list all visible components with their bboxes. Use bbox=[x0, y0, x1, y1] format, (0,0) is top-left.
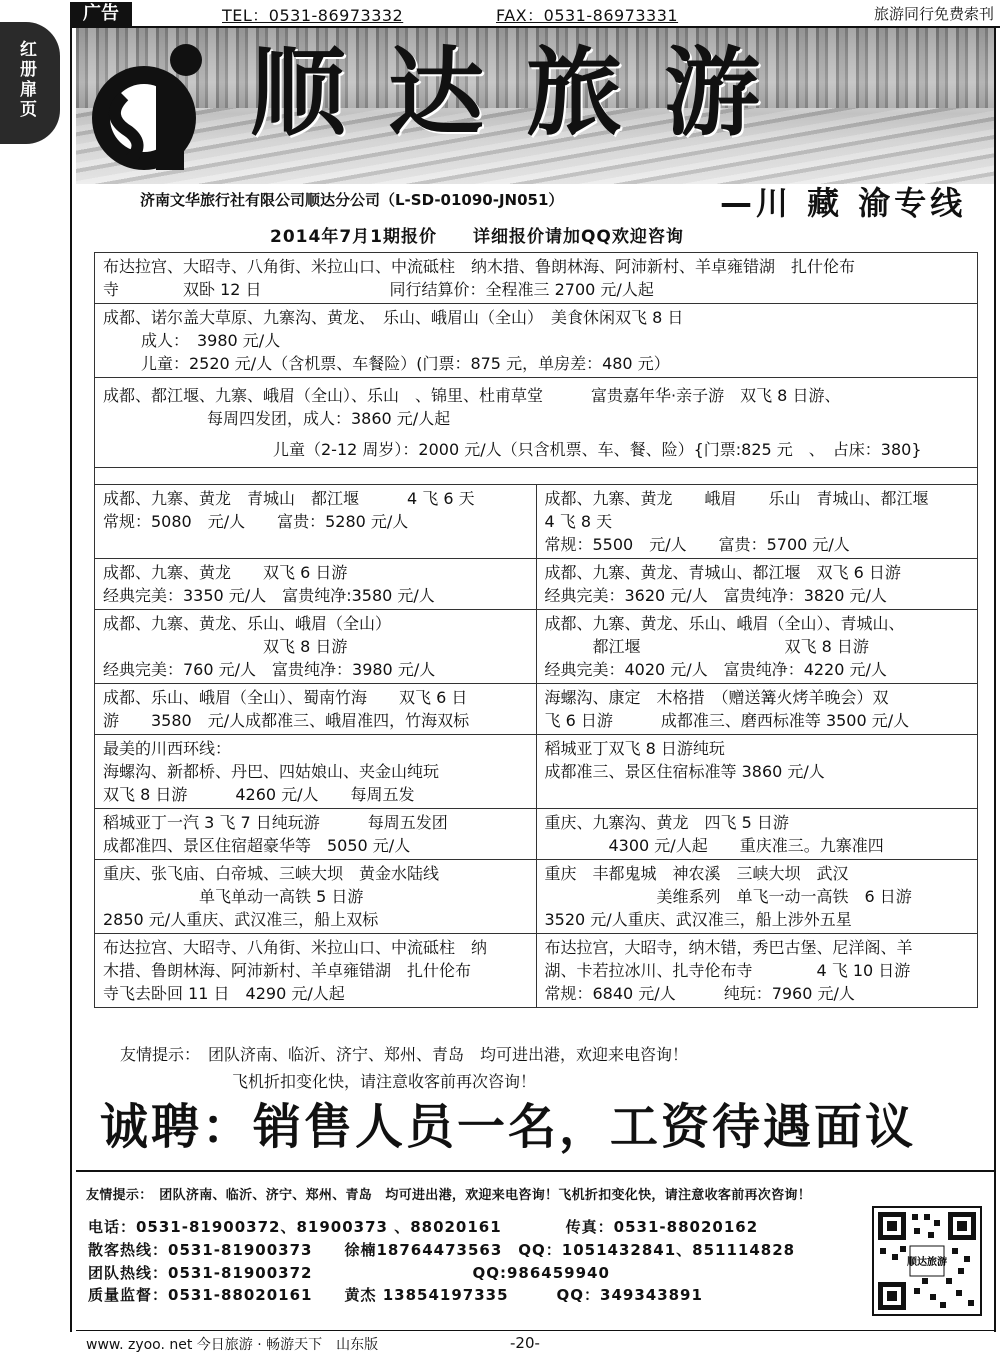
header-index: 旅游同行免费索刊 bbox=[873, 5, 994, 23]
table-cell bbox=[536, 735, 978, 809]
table-cell bbox=[95, 809, 537, 860]
tour-line: 成都、九寨、黄龙、乐山、峨眉（全山） bbox=[103, 614, 392, 633]
tour-line: 双飞 8 日游 bbox=[103, 637, 348, 656]
friendly-tip: 友情提示： 团队济南、临沂、济宁、郑州、青岛 均可进出港，欢迎来电咨询！ bbox=[120, 1045, 689, 1064]
table-cell bbox=[95, 610, 537, 684]
tour-line: 海螺沟、康定 木格措 （赠送篝火烤羊晚会）双 bbox=[544, 688, 889, 707]
table-cell bbox=[95, 485, 537, 559]
header-tel: TEL：0531-86973332 bbox=[222, 6, 404, 25]
tour-line: 最美的川西环线： bbox=[103, 739, 232, 758]
bold-tip: 友情提示： 团队济南、临沂、济宁、郑州、青岛 均可进出港，欢迎来电咨询！飞机折扣变化快，请注意收客前再次咨询！ bbox=[86, 1188, 812, 1203]
tour-line: 重庆、九寨沟、黄龙 四飞 5 日游 bbox=[544, 813, 789, 832]
company-logo bbox=[86, 36, 216, 176]
table-row bbox=[95, 809, 978, 860]
tour-line: 布达拉宫、大昭寺、八角街、米拉山口、中流砥柱 纳 bbox=[103, 938, 488, 957]
table-row bbox=[95, 468, 978, 485]
tour-line: 成都准四、景区住宿超豪华等 5050 元/人 bbox=[103, 836, 411, 855]
table-cell bbox=[95, 304, 978, 378]
ad-tag: 广告 bbox=[70, 2, 132, 26]
table-cell bbox=[536, 559, 978, 610]
tour-line: 儿童（2-12 周岁）：2000 元/人（只含机票、车、餐、险）{门票:825 元 、 占床：380} bbox=[193, 440, 922, 459]
table-row bbox=[95, 860, 978, 934]
discount-tip: 飞机折扣变化快，请注意收客前再次咨询！ bbox=[232, 1072, 537, 1091]
tour-line: 常规：5500 元/人 富贵：5700 元/人 bbox=[544, 535, 850, 554]
table-cell bbox=[95, 684, 537, 735]
tour-line: 布达拉宫、大昭寺、八角街、米拉山口、中流砥柱 纳木措、鲁朗林海、阿沛新村、羊卓雍错湖 扎什伦布 bbox=[103, 257, 856, 276]
route-slogan: —川 藏 渝专线 bbox=[720, 184, 967, 222]
table-cell bbox=[95, 253, 978, 304]
tour-line: 稻城亚丁一汽 3 飞 7 日纯玩游 每周五发团 bbox=[103, 813, 448, 832]
footer-divider bbox=[76, 1330, 994, 1331]
tour-line: 4300 元/人起 重庆准三。九寨准四 bbox=[544, 836, 884, 855]
side-tab bbox=[0, 22, 60, 144]
table-row bbox=[95, 253, 978, 304]
tour-line: 寺飞去卧回 11 日 4290 元/人起 bbox=[103, 984, 345, 1003]
tour-line: 2850 元/人重庆、武汉准三，船上双标 bbox=[103, 910, 379, 929]
table-row bbox=[95, 735, 978, 809]
table-row bbox=[95, 684, 978, 735]
tour-line: 成都、诺尔盖大草原、九寨沟、黄龙、 乐山、峨眉山（全山） 美食休闲双飞 8 日 bbox=[103, 308, 684, 327]
tour-line: 双飞 8 日游 4260 元/人 每周五发 bbox=[103, 785, 415, 804]
table-cell bbox=[536, 684, 978, 735]
tour-line: 飞 6 日游 成都准三、磨西标准等 3500 元/人 bbox=[544, 711, 910, 730]
contact-retail: 散客热线：0531-81900373 徐楠18764473563 QQ：1051432841、851114828 bbox=[88, 1241, 796, 1259]
tour-line: 都江堰 双飞 8 日游 bbox=[544, 637, 869, 656]
tour-line: 常规：5080 元/人 富贵：5280 元/人 bbox=[103, 512, 409, 531]
tour-line: 3520 元/人重庆、武汉准三，船上涉外五星 bbox=[544, 910, 852, 929]
table-row bbox=[95, 485, 978, 559]
contact-phone: 电话：0531-81900372、81900373 、88020161 传真：0531-88020162 bbox=[88, 1218, 759, 1236]
tour-line: 成都、都江堰、九寨、峨眉（全山）、乐山 、锦里、杜甫草堂 富贵嘉年华·亲子游 双飞 8 日游、 bbox=[103, 386, 841, 405]
logo-i-dot bbox=[170, 44, 202, 76]
tour-line bbox=[103, 430, 969, 438]
table-cell bbox=[95, 559, 537, 610]
table-cell bbox=[536, 934, 978, 1008]
table-cell bbox=[536, 485, 978, 559]
tour-line: 成都、乐山、峨眉（全山）、蜀南竹海 双飞 6 日 bbox=[103, 688, 468, 707]
tour-line: 成都准三、景区住宿标准等 3860 元/人 bbox=[544, 762, 825, 781]
tour-line: 湖、卡若拉冰川、扎寺伦布寺 4 飞 10 日游 bbox=[544, 961, 911, 980]
recruitment-banner: 诚聘：销售人员一名，工资待遇面议 bbox=[100, 1099, 917, 1155]
brand-title: 顺达旅游 bbox=[250, 36, 802, 149]
side-tab-label: 红册扉页 bbox=[20, 40, 37, 120]
tour-line: 重庆 丰都鬼城 神农溪 三峡大坝 武汉 bbox=[544, 864, 849, 883]
tour-line: 经典完美：3620 元/人 富贵纯净：3820 元/人 bbox=[544, 586, 887, 605]
tour-line: 成都、九寨、黄龙 峨眉 乐山 青城山、都江堰 bbox=[544, 489, 929, 508]
tour-line: 寺 双卧 12 日 同行结算价：全程准三 2700 元/人起 bbox=[103, 280, 654, 299]
tour-line: 经典完美：760 元/人 富贵纯净：3980 元/人 bbox=[103, 660, 436, 679]
tour-line: 经典完美：3350 元/人 富贵纯净:3580 元/人 bbox=[103, 586, 435, 605]
table-cell bbox=[536, 809, 978, 860]
tour-line: 木措、鲁朗林海、阿沛新村、羊卓雍错湖 扎什伦布 bbox=[103, 961, 472, 980]
table-row bbox=[95, 378, 978, 468]
contact-quality: 质量监督：0531-88020161 黄杰 13854197335 QQ：349343891 bbox=[88, 1286, 703, 1304]
tour-line: 美维系列 单飞一动一高铁 6 日游 bbox=[544, 887, 912, 906]
table-row bbox=[95, 304, 978, 378]
table-cell bbox=[536, 610, 978, 684]
tour-line: 稻城亚丁双飞 8 日游纯玩 bbox=[544, 739, 725, 758]
table-cell bbox=[95, 860, 537, 934]
price-period: 2014年7月1期报价 详细报价请加QQ欢迎咨询 bbox=[270, 227, 684, 247]
tour-line: 重庆、张飞庙、白帝城、三峡大坝 黄金水陆线 bbox=[103, 864, 440, 883]
tour-line: 每周四发团，成人：3860 元/人起 bbox=[159, 409, 451, 428]
table-cell bbox=[95, 934, 537, 1008]
page-number: -20- bbox=[510, 1334, 540, 1352]
price-table bbox=[94, 252, 978, 1008]
table-row bbox=[95, 934, 978, 1008]
table-row bbox=[95, 610, 978, 684]
divider bbox=[76, 1170, 994, 1172]
tour-line: 布达拉宫，大昭寺，纳木错，秀巴古堡、尼洋阁、羊 bbox=[544, 938, 913, 957]
tour-line: 成人： 3980 元/人 bbox=[125, 331, 281, 350]
tour-line: 4 飞 8 天 bbox=[544, 512, 613, 531]
table-cell bbox=[95, 735, 537, 809]
tour-line: 成都、九寨、黄龙、乐山、峨眉（全山）、青城山、 bbox=[544, 614, 905, 633]
qr-code[interactable] bbox=[872, 1206, 982, 1316]
table-row bbox=[95, 559, 978, 610]
tour-line: 成都、九寨、黄龙 双飞 6 日游 bbox=[103, 563, 348, 582]
table-cell bbox=[95, 378, 978, 468]
qr-logo-text: 顺达旅游 bbox=[907, 1257, 947, 1268]
header-fax: FAX：0531-86973331 bbox=[496, 6, 679, 25]
company-name: 济南文华旅行社有限公司顺达分公司（L-SD-01090-JN051） bbox=[140, 191, 564, 209]
tour-line: 游 3580 元/人成都准三、峨眉准四，竹海双标 bbox=[103, 711, 470, 730]
tour-line: 常规：6840 元/人 纯玩：7960 元/人 bbox=[544, 984, 855, 1003]
table-cell bbox=[536, 860, 978, 934]
tour-line: 单飞单动一高铁 5 日游 bbox=[103, 887, 364, 906]
tour-line: 成都、九寨、黄龙 青城山 都江堰 4 飞 6 天 bbox=[103, 489, 475, 508]
table-cell-empty bbox=[95, 468, 978, 485]
tour-line: 经典完美：4020 元/人 富贵纯净：4220 元/人 bbox=[544, 660, 887, 679]
footer-site: www. zyoo. net 今日旅游 · 畅游天下 山东版 bbox=[86, 1337, 379, 1353]
tour-line: 海螺沟、新都桥、丹巴、四姑娘山、夹金山纯玩 bbox=[103, 762, 440, 781]
tour-line: 成都、九寨、黄龙、青城山、都江堰 双飞 6 日游 bbox=[544, 563, 901, 582]
logo-i-stem bbox=[156, 86, 184, 170]
contact-group: 团队热线：0531-81900372 QQ:986459940 bbox=[88, 1264, 610, 1282]
tour-line: 儿童：2520 元/人（含机票、车餐险）(门票：875 元，单房差：480 元） bbox=[125, 354, 670, 373]
